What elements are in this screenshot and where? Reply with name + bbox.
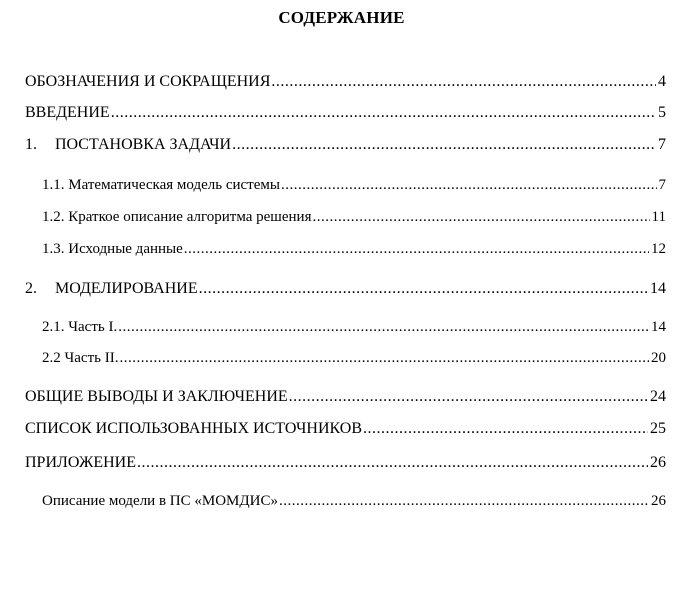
- dot-leader: [137, 452, 648, 474]
- toc-entry-appendix[interactable]: [25, 452, 666, 474]
- toc-entry-page: 24: [650, 388, 666, 405]
- dot-leader: [281, 174, 657, 196]
- section-number: 1.: [25, 136, 37, 153]
- dot-leader: [312, 206, 649, 228]
- toc-entry-input-data[interactable]: [42, 238, 666, 260]
- toc-entry-label: СПИСОК ИСПОЛЬЗОВАННЫХ ИСТОЧНИКОВ: [25, 420, 363, 437]
- dot-leader: [199, 278, 648, 300]
- dot-leader: [111, 102, 656, 124]
- dot-leader: [363, 418, 648, 440]
- toc-entry-label: 2.1. Часть I.: [42, 319, 118, 335]
- toc-entry-introduction[interactable]: [25, 102, 666, 124]
- toc-entry-page: 14: [650, 280, 666, 297]
- toc-entry-label: ОБЩИЕ ВЫВОДЫ И ЗАКЛЮЧЕНИЕ: [25, 388, 288, 405]
- toc-entry-problem-statement[interactable]: [25, 134, 666, 156]
- toc-entry-page: 5: [658, 104, 666, 121]
- toc-entry-page: 7: [658, 136, 666, 153]
- toc-entry-page: 4: [658, 73, 666, 90]
- section-title: ПОСТАНОВКА ЗАДАЧИ: [55, 136, 232, 153]
- toc-entry-modeling[interactable]: [25, 278, 666, 300]
- toc-entry-label: 1.3. Исходные данные: [42, 241, 183, 257]
- toc-entry-algorithm[interactable]: [42, 206, 666, 228]
- dot-leader: [184, 238, 649, 260]
- dot-leader: [271, 71, 656, 93]
- toc-entry-page: 26: [650, 454, 666, 471]
- toc-entry-references[interactable]: [25, 418, 666, 440]
- dot-leader: [118, 316, 649, 338]
- toc-entry-label: [25, 134, 231, 156]
- toc-entry-page: 7: [658, 177, 666, 193]
- section-title: МОДЕЛИРОВАНИЕ: [55, 280, 198, 297]
- dot-leader: [279, 490, 649, 512]
- toc-entry-label: 1.2. Краткое описание алгоритма решения: [42, 209, 312, 225]
- dot-leader: [232, 134, 656, 156]
- toc-entry-part-1[interactable]: [42, 316, 666, 338]
- dot-leader: [289, 386, 648, 408]
- toc-entry-page: 11: [651, 209, 666, 225]
- toc-entry-label: 1.1. Математическая модель системы: [42, 177, 280, 193]
- toc-entry-page: 26: [651, 493, 666, 509]
- page-title: СОДЕРЖАНИЕ: [278, 8, 405, 27]
- toc-entry-page: 14: [651, 319, 666, 335]
- toc-entry-model-description[interactable]: [42, 490, 666, 512]
- toc-entry-part-2[interactable]: [42, 347, 666, 369]
- section-number: 2.: [25, 280, 37, 297]
- toc-entry-label: ПРИЛОЖЕНИЕ: [25, 454, 137, 471]
- toc-entry-page: 20: [651, 350, 666, 366]
- toc-entry-label: ОБОЗНАЧЕНИЯ И СОКРАЩЕНИЯ: [25, 73, 271, 90]
- toc-entry-abbreviations[interactable]: [25, 71, 666, 93]
- toc-entry-conclusions[interactable]: [25, 386, 666, 408]
- toc-entry-page: 25: [650, 420, 666, 437]
- toc-entry-label: 2.2 Часть II.: [42, 350, 119, 366]
- toc-entry-label: [25, 278, 198, 300]
- toc-entry-page: 12: [651, 241, 666, 257]
- dot-leader: [119, 347, 649, 369]
- toc-entry-label: Описание модели в ПС «МОМДИС»: [42, 493, 278, 509]
- toc-entry-label: ВВЕДЕНИЕ: [25, 104, 110, 121]
- toc-entry-math-model[interactable]: [42, 174, 666, 196]
